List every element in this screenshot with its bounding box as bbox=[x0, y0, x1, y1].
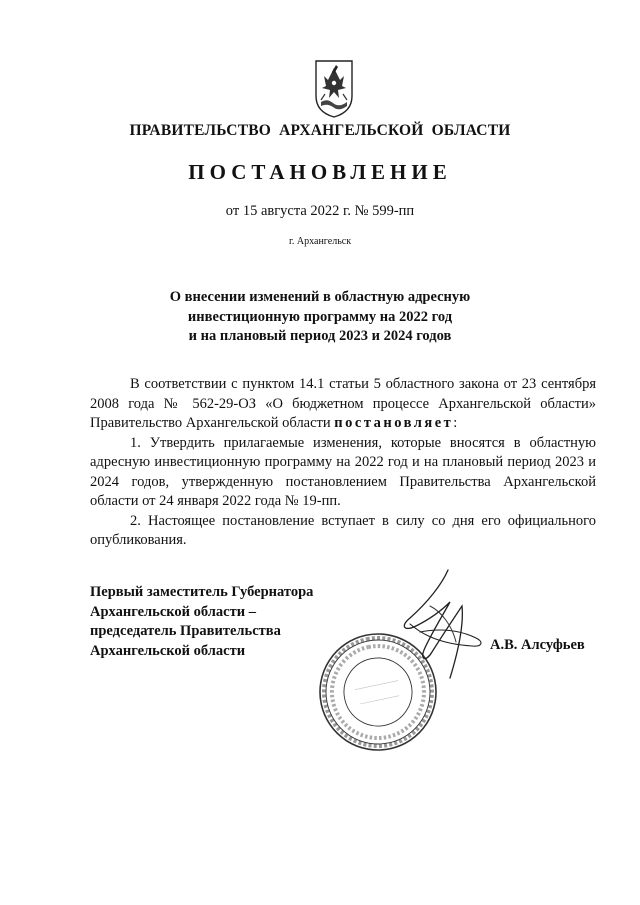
preamble-text: В соответствии с пунктом 14.1 статьи 5 областного закона от 23 сентября 2008 года № 562-29-ОЗ «О бюджетном процессе Архангельской области» Правительство Архангельской области bbox=[90, 376, 596, 431]
preamble-end: : bbox=[453, 415, 458, 431]
signatory-title-line: Архангельской области – bbox=[90, 603, 256, 620]
document-subject bbox=[120, 288, 520, 347]
body-item: 1. Утвердить прилагаемые изменения, которые вносятся в областную адресную инвестиционную программу на 2022 год и на плановый период 2023 и 2024 годов, утвержденную постановлением Правительства Архангельской области от 24 января 2022 года № 19-пп. bbox=[90, 434, 596, 509]
subject-line: О внесении изменений в областную адресную bbox=[169, 289, 471, 305]
preamble-keyword: постановляет bbox=[334, 415, 454, 431]
handwritten-signature bbox=[380, 566, 490, 686]
signatory-title bbox=[90, 583, 313, 661]
subject-line: инвестиционную программу на 2022 год bbox=[187, 308, 453, 325]
preamble-paragraph bbox=[90, 375, 596, 434]
signatory-title-line: председатель Правительства bbox=[90, 623, 281, 639]
organization-name: ПРАВИТЕЛЬСТВО АРХАНГЕЛЬСКОЙ ОБЛАСТИ bbox=[129, 122, 511, 139]
signatory-title-line: Архангельской области bbox=[90, 642, 246, 659]
signer-name: А.В. Алсуфьев bbox=[490, 637, 585, 653]
body-item: 2. Настоящее постановление вступает в силу со дня его официального опубликования. bbox=[90, 512, 596, 548]
coat-of-arms-icon bbox=[313, 58, 355, 120]
document-body bbox=[90, 375, 596, 551]
document-date-number: от 15 августа 2022 г. № 599-пп bbox=[225, 203, 415, 219]
signatory-title-line: Первый заместитель Губернатора bbox=[90, 584, 314, 600]
document-city: г. Архангельск bbox=[288, 236, 352, 247]
document-type: ПОСТАНОВЛЕНИЕ bbox=[188, 160, 452, 184]
subject-line: и на плановый период 2023 и 2024 годов bbox=[188, 328, 452, 344]
